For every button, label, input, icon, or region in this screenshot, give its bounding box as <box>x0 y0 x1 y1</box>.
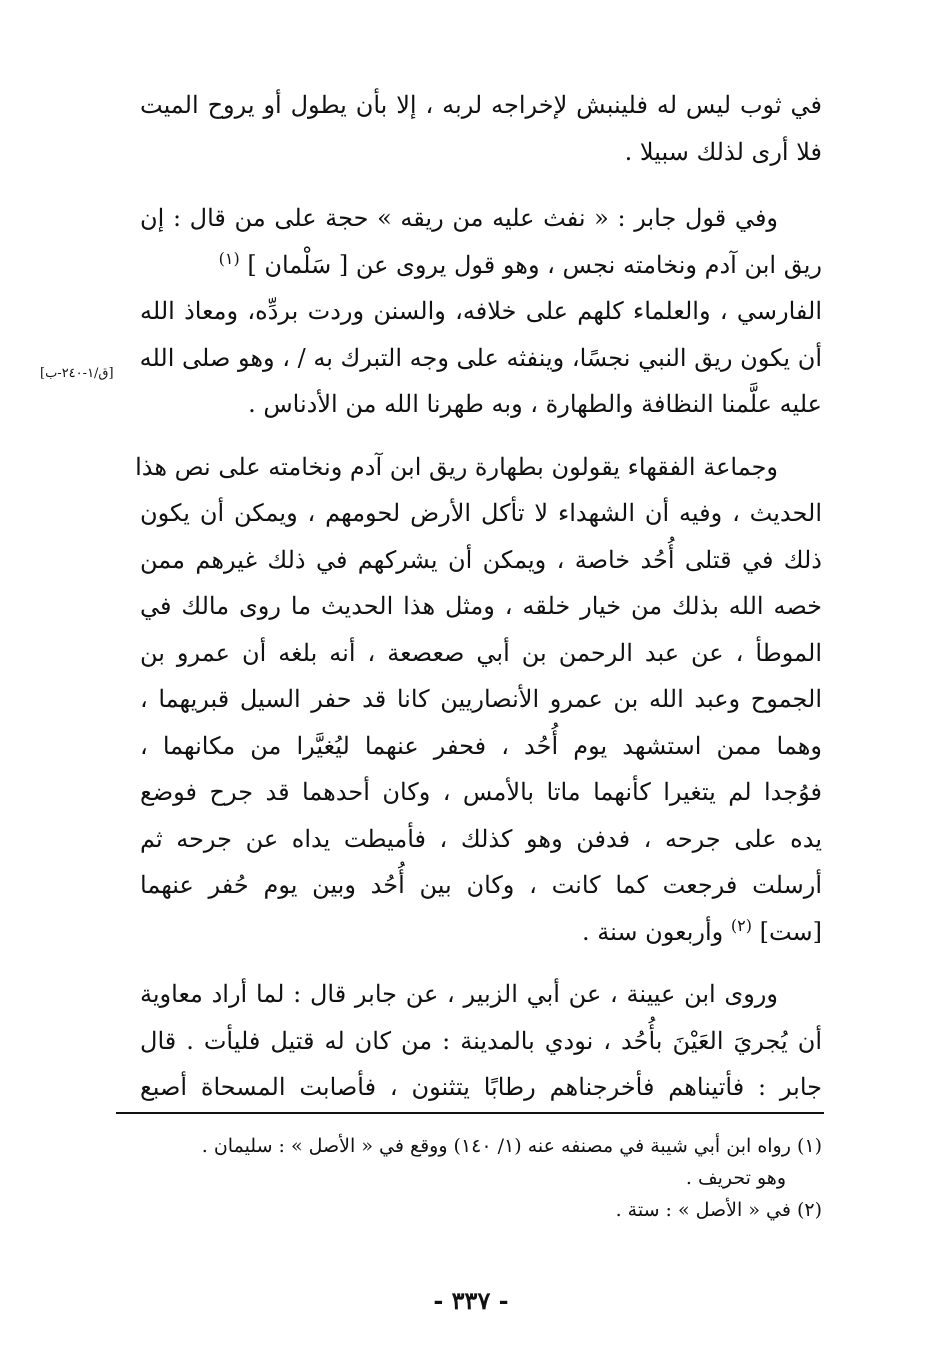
footnote-ref-1: (١) <box>218 248 240 268</box>
text-line: أن يكون ريق النبي نجسًا، وينفثه على وجه التبرك به / ، وهو صلى الله <box>139 343 822 372</box>
text-line: خصه الله بذلك من خيار خلقه ، ومثل هذا الحديث ما روى مالك في <box>140 592 822 620</box>
text-line: أن يُجريَ العَيْنَ بأُحُد ، نودي بالمدينة : من كان له قتيل فليأت . قال <box>140 1026 822 1055</box>
footnote-1-continued: وهو تحريف . <box>685 1167 786 1189</box>
text-line: الفارسي ، والعلماء كلهم على خلافه، والسنن وردت بردِّه، ومعاذ الله <box>140 297 822 325</box>
text-segment: ريق ابن آدم ونخامته نجس ، وهو قول يروى عن [ سَلْمان ] <box>247 250 822 279</box>
text-segment: [ست] <box>759 917 822 946</box>
text-line <box>140 909 822 956</box>
footnote-ref-2: (٢) <box>730 915 752 935</box>
text-segment: وأربعون سنة . <box>581 917 724 946</box>
paragraph-3 <box>135 444 823 956</box>
text-line: وروى ابن عيينة ، عن أبي الزبير ، عن جابر قال : لما أراد معاوية <box>140 980 778 1008</box>
text-line: وفي قول جابر : « نفث عليه من ريقه » حجة على من قال : إن <box>140 204 778 232</box>
page-number: - ٣٣٧ - <box>433 1286 509 1315</box>
text-line: يده على جرحه ، فدفن وهو كذلك ، فأميطت يداه عن جرحه ثم <box>140 824 822 853</box>
text-line: وهما ممن استشهد يوم أُحُد ، فحفر عنهما ليُغيَّرا من مكانهما ، <box>140 731 822 760</box>
footnote-divider <box>116 1112 824 1114</box>
text-line: فوُجدا لم يتغيرا كأنهما ماتا بالأمس ، وكان أحدهما قد جرح فوضع <box>140 778 822 806</box>
paragraph-2 <box>140 195 822 428</box>
paragraph-4 <box>140 971 822 1111</box>
text-line: الجموح وعبد الله بن عمرو الأنصاريين كانا قد حفر السيل قبريهما ، <box>140 685 823 713</box>
text-line <box>140 242 822 289</box>
footnote-1: (١) رواه ابن أبي شيبة في مصنفه عنه (١/ ١٤٠) ووقع في « الأصل » : سليمان . <box>201 1135 822 1157</box>
footnote-2: (٢) في « الأصل » : ستة . <box>615 1199 822 1221</box>
paragraph-1 <box>140 82 822 175</box>
text-line: جابر : فأتيناهم فأخرجناهم رطابًا يتثنون ، فأصابت المسحاة أصبع <box>140 1073 822 1101</box>
text-line: وجماعة الفقهاء يقولون بطهارة ريق ابن آدم ونخامته على نص هذا <box>135 452 778 481</box>
text-line: ذلك في قتلى أُحُد خاصة ، ويمكن أن يشركهم في ذلك غيرهم ممن <box>140 545 822 574</box>
manuscript-folio-note: [ق/١-٢٤٠-ب] <box>40 366 114 381</box>
text-line: عليه علَّمنا النظافة والطهارة ، وبه طهرنا الله من الأدناس . <box>248 390 822 418</box>
main-text <box>135 82 823 1127</box>
text-line: الموطأ ، عن عبد الرحمن بن أبي صعصعة ، أنه بلغه أن عمرو بن <box>140 638 822 667</box>
text-line: الحديث ، وفيه أن الشهداء لا تأكل الأرض لحومهم ، ويمكن أن يكون <box>140 499 822 527</box>
text-line: أرسلت فرجعت كما كانت ، وكان بين أُحُد وبين يوم حُفر عنهما <box>140 871 822 899</box>
footnotes <box>132 1130 822 1226</box>
text-line: فلا أرى لذلك سبيلا . <box>624 137 822 166</box>
text-line: في ثوب ليس له فلينبش لإخراجه لربه ، إلا بأن يطول أو يروح الميت <box>140 91 823 119</box>
